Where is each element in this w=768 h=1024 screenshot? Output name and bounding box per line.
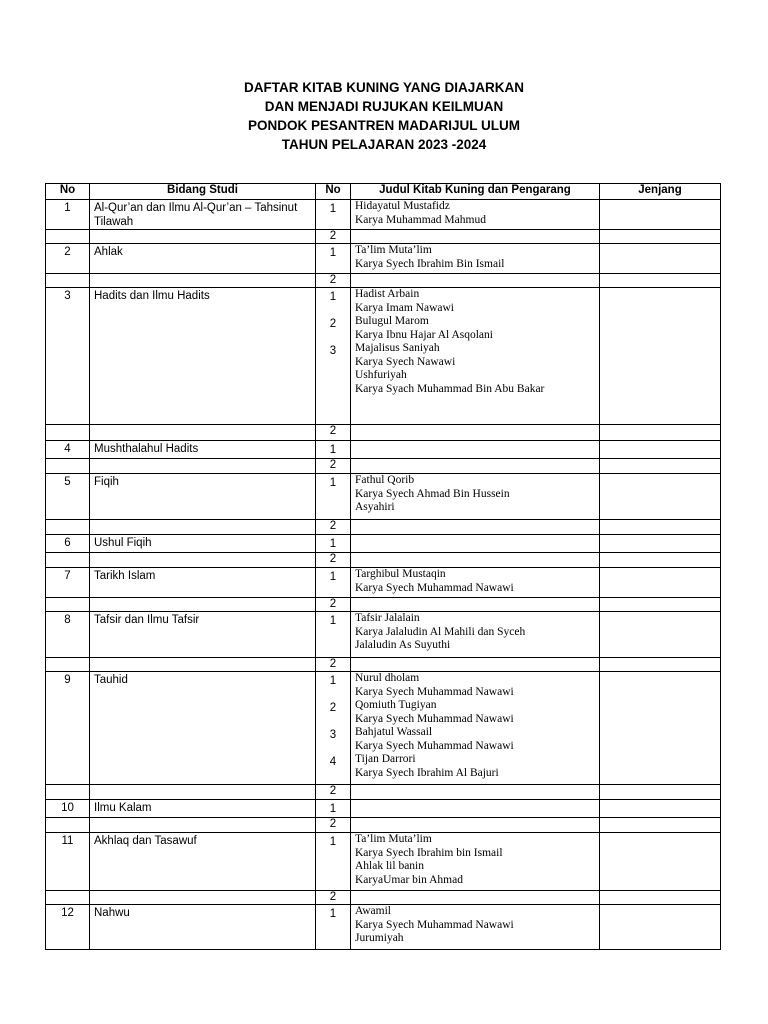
jenjang-cell [600, 535, 721, 553]
kitab-title: Hadist Arbain [355, 288, 420, 300]
kitab-number-cell [316, 800, 351, 818]
empty-cell [351, 658, 600, 672]
kitab-title-cell [351, 568, 600, 598]
header-no-kitab: No [316, 184, 351, 200]
empty-cell [351, 274, 600, 288]
kitab-number-cell [316, 568, 351, 598]
empty-cell [46, 425, 90, 441]
table-subrow [46, 785, 721, 800]
kitab-number-cell [316, 288, 351, 425]
empty-cell [90, 785, 316, 800]
kitab-number: 2 [316, 230, 351, 244]
kitab-title-cell [351, 612, 600, 658]
empty-cell [351, 553, 600, 568]
subject-name: Tauhid [90, 672, 316, 785]
table-subrow [46, 274, 721, 288]
empty-cell [90, 520, 316, 535]
table-row [46, 474, 721, 520]
table-subrow [46, 425, 721, 441]
title-line-1: DAFTAR KITAB KUNING YANG DIAJARKAN [243, 80, 524, 95]
table-subrow [46, 459, 721, 474]
table-row [46, 288, 721, 425]
table-row [46, 672, 721, 785]
kitab-number-cell [316, 535, 351, 553]
kitab-title-cell [351, 833, 600, 891]
kitab-author: Karya Syech Ibrahim Al Bajuri [355, 766, 499, 779]
kitab-number: 3 [329, 729, 337, 741]
kitab-number: 1 [329, 538, 337, 550]
table-row [46, 612, 721, 658]
empty-cell [600, 553, 721, 568]
kitab-title-cell [351, 200, 600, 230]
kitab-author: Karya Imam Nawawi [355, 301, 454, 314]
jenjang-cell [600, 441, 721, 459]
subject-number: 11 [46, 833, 90, 891]
empty-cell [600, 459, 721, 474]
kitab-author: Karya Syech Muhammad Nawawi [355, 581, 514, 594]
kitab-author: Karya Jalaludin Al Mahili dan Syceh [355, 625, 526, 638]
title-line-2: DAN MENJADI RUJUKAN KEILMUAN [264, 99, 504, 114]
kitab-title-cell [351, 441, 600, 459]
kitab-number: 2 [316, 891, 351, 905]
table-row [46, 200, 721, 230]
kitab-number: 3 [329, 345, 337, 357]
kitab-number-cell [316, 200, 351, 230]
jenjang-cell [600, 612, 721, 658]
empty-cell [351, 459, 600, 474]
kitab-number: 2 [329, 318, 337, 330]
kitab-title: Ta’lim Muta’lim [355, 244, 432, 256]
kitab-title: Asyahiri [355, 501, 395, 513]
kitab-table [45, 183, 721, 950]
empty-cell [46, 598, 90, 612]
kitab-number: 2 [316, 274, 351, 288]
title-line-3: PONDOK PESANTREN MADARIJUL ULUM [247, 118, 520, 133]
empty-cell [90, 459, 316, 474]
subject-number: 10 [46, 800, 90, 818]
subject-name: Ahlak [90, 244, 316, 274]
subject-number: 5 [46, 474, 90, 520]
subject-number: 1 [46, 200, 90, 230]
kitab-number-cell [316, 612, 351, 658]
kitab-title: Hidayatul Mustafidz [355, 200, 450, 212]
kitab-author: Karya Syech Nawawi [355, 355, 456, 368]
table-row [46, 800, 721, 818]
kitab-title: Targhibul Mustaqin [355, 568, 446, 580]
table-subrow [46, 520, 721, 535]
empty-cell [90, 598, 316, 612]
kitab-title: Tijan Darrori [355, 753, 416, 765]
kitab-number-cell [316, 905, 351, 950]
kitab-number: 1 [329, 615, 337, 627]
kitab-number-cell [316, 474, 351, 520]
subject-name: Ushul Fiqih [90, 535, 316, 553]
kitab-title: Qomiuth Tugiyan [355, 699, 437, 711]
empty-cell [46, 785, 90, 800]
kitab-title-cell [351, 905, 600, 950]
kitab-title: Ta’lim Muta’lim [355, 833, 432, 845]
kitab-number: 1 [329, 836, 337, 848]
kitab-title: Jurumiyah [355, 932, 404, 944]
empty-cell [90, 891, 316, 905]
subject-number: 9 [46, 672, 90, 785]
kitab-author: Karya Muhammad Mahmud [355, 213, 486, 226]
empty-cell [351, 785, 600, 800]
table-subrow [46, 230, 721, 244]
kitab-title: Majalisus Saniyah [355, 342, 440, 354]
kitab-title-cell [351, 672, 600, 785]
kitab-number: 1 [329, 477, 337, 489]
table-subrow [46, 553, 721, 568]
table-row [46, 833, 721, 891]
empty-cell [46, 658, 90, 672]
subject-number: 6 [46, 535, 90, 553]
kitab-title: Tafsir Jalalain [355, 612, 420, 624]
kitab-author: Karya Ibnu Hajar Al Asqolani [355, 328, 493, 341]
empty-cell [46, 553, 90, 568]
subject-name: Mushthalahul Hadits [90, 441, 316, 459]
empty-cell [46, 818, 90, 833]
subject-name: Tafsir dan Ilmu Tafsir [90, 612, 316, 658]
kitab-number: 2 [316, 598, 351, 612]
kitab-number: 2 [316, 785, 351, 800]
jenjang-cell [600, 905, 721, 950]
kitab-author: Karya Syech Ibrahim bin Ismail [355, 846, 503, 859]
kitab-title: Bulugul Marom [355, 315, 429, 327]
empty-cell [600, 598, 721, 612]
kitab-number: 1 [329, 203, 337, 215]
kitab-number: 1 [329, 444, 337, 456]
kitab-number-cell [316, 833, 351, 891]
empty-cell [46, 230, 90, 244]
empty-cell [90, 230, 316, 244]
jenjang-cell [600, 288, 721, 425]
kitab-author: Karya Syech Ahmad Bin Hussein [355, 487, 510, 500]
empty-cell [351, 891, 600, 905]
document-title [0, 78, 768, 154]
kitab-title-cell [351, 244, 600, 274]
header-bidang-studi: Bidang Studi [90, 184, 316, 200]
empty-cell [46, 274, 90, 288]
empty-cell [600, 785, 721, 800]
empty-cell [351, 818, 600, 833]
kitab-number: 1 [329, 571, 337, 583]
kitab-title: Bahjatul Wassail [355, 726, 433, 738]
empty-cell [351, 598, 600, 612]
kitab-number: 2 [316, 459, 351, 474]
subject-name: Tarikh Islam [90, 568, 316, 598]
empty-cell [46, 891, 90, 905]
subject-number: 4 [46, 441, 90, 459]
empty-cell [90, 274, 316, 288]
empty-cell [600, 425, 721, 441]
subject-number: 8 [46, 612, 90, 658]
empty-cell [351, 520, 600, 535]
table-header-row [46, 184, 721, 200]
jenjang-cell [600, 568, 721, 598]
kitab-author: Karya Syech Ibrahim Bin Ismail [355, 257, 505, 270]
table-row [46, 535, 721, 553]
kitab-number: 2 [316, 658, 351, 672]
table-row [46, 244, 721, 274]
jenjang-cell [600, 244, 721, 274]
kitab-author: Karya Syech Muhammad Nawawi [355, 739, 514, 752]
empty-cell [90, 818, 316, 833]
kitab-author: KaryaUmar bin Ahmad [355, 873, 463, 886]
jenjang-cell [600, 833, 721, 891]
subject-name: Nahwu [90, 905, 316, 950]
table-subrow [46, 818, 721, 833]
kitab-number-cell [316, 672, 351, 785]
header-jenjang: Jenjang [600, 184, 721, 200]
kitab-title: Ahlak lil banin [355, 860, 424, 872]
kitab-number: 1 [329, 291, 337, 303]
table-row [46, 905, 721, 950]
table-subrow [46, 891, 721, 905]
kitab-number: 2 [329, 702, 337, 714]
subject-number: 2 [46, 244, 90, 274]
subject-name: Ilmu Kalam [90, 800, 316, 818]
empty-cell [90, 425, 316, 441]
kitab-number: 2 [316, 425, 351, 441]
empty-cell [600, 520, 721, 535]
subject-name: Hadits dan Ilmu Hadits [90, 288, 316, 425]
kitab-author: Karya Syach Muhammad Bin Abu Bakar [355, 382, 545, 395]
table-row [46, 568, 721, 598]
kitab-number: 2 [316, 818, 351, 833]
jenjang-cell [600, 672, 721, 785]
jenjang-cell [600, 200, 721, 230]
kitab-title: Ushfuriyah [355, 369, 407, 381]
subject-name: Akhlaq dan Tasawuf [90, 833, 316, 891]
subject-name: Al-Qur’an dan Ilmu Al-Qur’an – Tahsinut Tilawah [90, 200, 316, 230]
kitab-title-cell [351, 288, 600, 425]
kitab-number-cell [316, 244, 351, 274]
table-subrow [46, 658, 721, 672]
subject-number: 7 [46, 568, 90, 598]
header-judul-kitab: Judul Kitab Kuning dan Pengarang [351, 184, 600, 200]
kitab-author: Karya Syech Muhammad Nawawi [355, 918, 514, 931]
empty-cell [600, 818, 721, 833]
table-row [46, 441, 721, 459]
subject-number: 3 [46, 288, 90, 425]
kitab-number: 2 [316, 553, 351, 568]
empty-cell [90, 658, 316, 672]
jenjang-cell [600, 800, 721, 818]
kitab-author: Karya Syech Muhammad Nawawi [355, 685, 514, 698]
kitab-title: Nurul dholam [355, 672, 420, 684]
kitab-number: 1 [329, 803, 337, 815]
empty-cell [600, 658, 721, 672]
empty-cell [351, 425, 600, 441]
kitab-author: Karya Syech Muhammad Nawawi [355, 712, 514, 725]
kitab-number: 1 [329, 908, 337, 920]
jenjang-cell [600, 474, 721, 520]
kitab-title: Jalaludin As Suyuthi [355, 639, 451, 651]
empty-cell [90, 553, 316, 568]
kitab-number: 1 [329, 675, 337, 687]
table-subrow [46, 598, 721, 612]
kitab-number: 4 [329, 756, 337, 768]
header-no: No [46, 184, 90, 200]
title-line-4: TAHUN PELAJARAN 2023 -2024 [281, 137, 487, 152]
empty-cell [600, 274, 721, 288]
subject-number: 12 [46, 905, 90, 950]
kitab-number: 1 [329, 247, 337, 259]
kitab-title-cell [351, 474, 600, 520]
empty-cell [46, 459, 90, 474]
kitab-number: 2 [316, 520, 351, 535]
empty-cell [600, 230, 721, 244]
kitab-title: Fathul Qorib [355, 474, 415, 486]
kitab-title: Awamil [355, 905, 391, 917]
kitab-number-cell [316, 441, 351, 459]
kitab-title-cell [351, 535, 600, 553]
subject-name: Fiqih [90, 474, 316, 520]
kitab-title-cell [351, 800, 600, 818]
empty-cell [600, 891, 721, 905]
empty-cell [46, 520, 90, 535]
empty-cell [351, 230, 600, 244]
